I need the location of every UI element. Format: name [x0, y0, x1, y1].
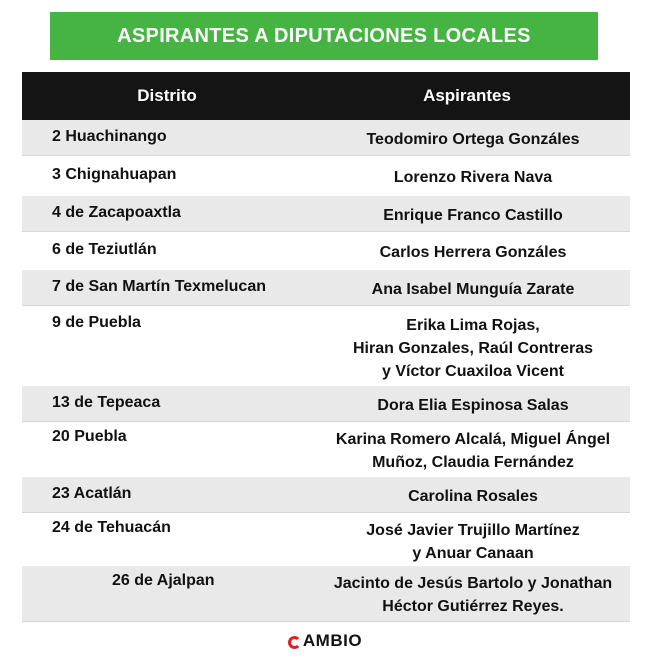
district-cell: 2 Huachinango — [52, 128, 167, 145]
district-cell: 13 de Tepeaca — [52, 394, 161, 411]
logo-text: AMBIO — [302, 631, 363, 650]
candidates-cell — [322, 204, 624, 227]
candidate-line: Hiran Gonzales, Raúl Contreras — [352, 340, 594, 357]
table-row — [22, 424, 630, 476]
logo-c-icon — [288, 636, 301, 649]
table-row — [22, 196, 630, 232]
candidates-cell — [322, 314, 624, 383]
table-row — [22, 308, 630, 382]
candidates-cell — [322, 128, 624, 151]
candidate-line: Muñoz, Claudia Fernández — [372, 454, 574, 471]
candidate-line: Lorenzo Rivera Nava — [393, 169, 553, 186]
table-row — [22, 120, 630, 156]
candidate-line: Erika Lima Rojas, — [406, 317, 540, 334]
cambio-logo — [0, 628, 650, 654]
table-row — [22, 566, 630, 622]
candidate-line: Teodomiro Ortega Gonzáles — [366, 131, 580, 148]
title-banner — [50, 12, 598, 60]
district-cell: 3 Chignahuapan — [52, 166, 177, 183]
candidate-line: Karina Romero Alcalá, Miguel Ángel — [335, 431, 611, 448]
candidate-line: Dora Elia Espinosa Salas — [377, 397, 569, 414]
table-row — [22, 477, 630, 513]
table-row — [22, 270, 630, 306]
candidates-cell — [322, 394, 624, 417]
candidate-line: Jacinto de Jesús Bartolo y Jonathan — [333, 575, 613, 592]
table-row — [22, 233, 630, 269]
candidate-line: y Víctor Cuaxiloa Vicent — [382, 363, 564, 380]
candidate-line: Enrique Franco Castillo — [383, 207, 563, 224]
candidate-line: José Javier Trujillo Martínez — [366, 522, 580, 539]
page-title: ASPIRANTES A DIPUTACIONES LOCALES — [117, 24, 531, 47]
candidate-line: Carlos Herrera Gonzáles — [379, 244, 567, 261]
district-cell: 4 de Zacapoaxtla — [52, 204, 181, 221]
candidates-cell — [322, 428, 624, 474]
candidate-line: Carolina Rosales — [408, 488, 538, 505]
table-row — [22, 515, 630, 567]
table-header — [22, 72, 630, 120]
candidates-cell — [322, 278, 624, 301]
district-cell: 7 de San Martín Texmelucan — [52, 278, 266, 295]
column-header-district: Distrito — [137, 86, 197, 105]
candidates-cell — [322, 519, 624, 565]
table-row — [22, 386, 630, 422]
candidates-cell — [322, 485, 624, 508]
district-cell: 9 de Puebla — [52, 314, 141, 331]
candidates-cell — [322, 572, 624, 618]
district-cell: 26 de Ajalpan — [112, 572, 215, 589]
district-cell: 23 Acatlán — [52, 485, 132, 502]
table-row — [22, 158, 630, 194]
candidates-cell — [322, 241, 624, 264]
candidate-line: Héctor Gutiérrez Reyes. — [382, 598, 564, 615]
candidates-cell — [322, 166, 624, 189]
candidate-line: Ana Isabel Munguía Zarate — [371, 281, 575, 298]
district-cell: 24 de Tehuacán — [52, 519, 171, 536]
district-cell: 6 de Teziutlán — [52, 241, 157, 258]
candidate-line: y Anuar Canaan — [412, 545, 534, 562]
district-cell: 20 Puebla — [52, 428, 127, 445]
column-header-candidates: Aspirantes — [423, 86, 511, 105]
